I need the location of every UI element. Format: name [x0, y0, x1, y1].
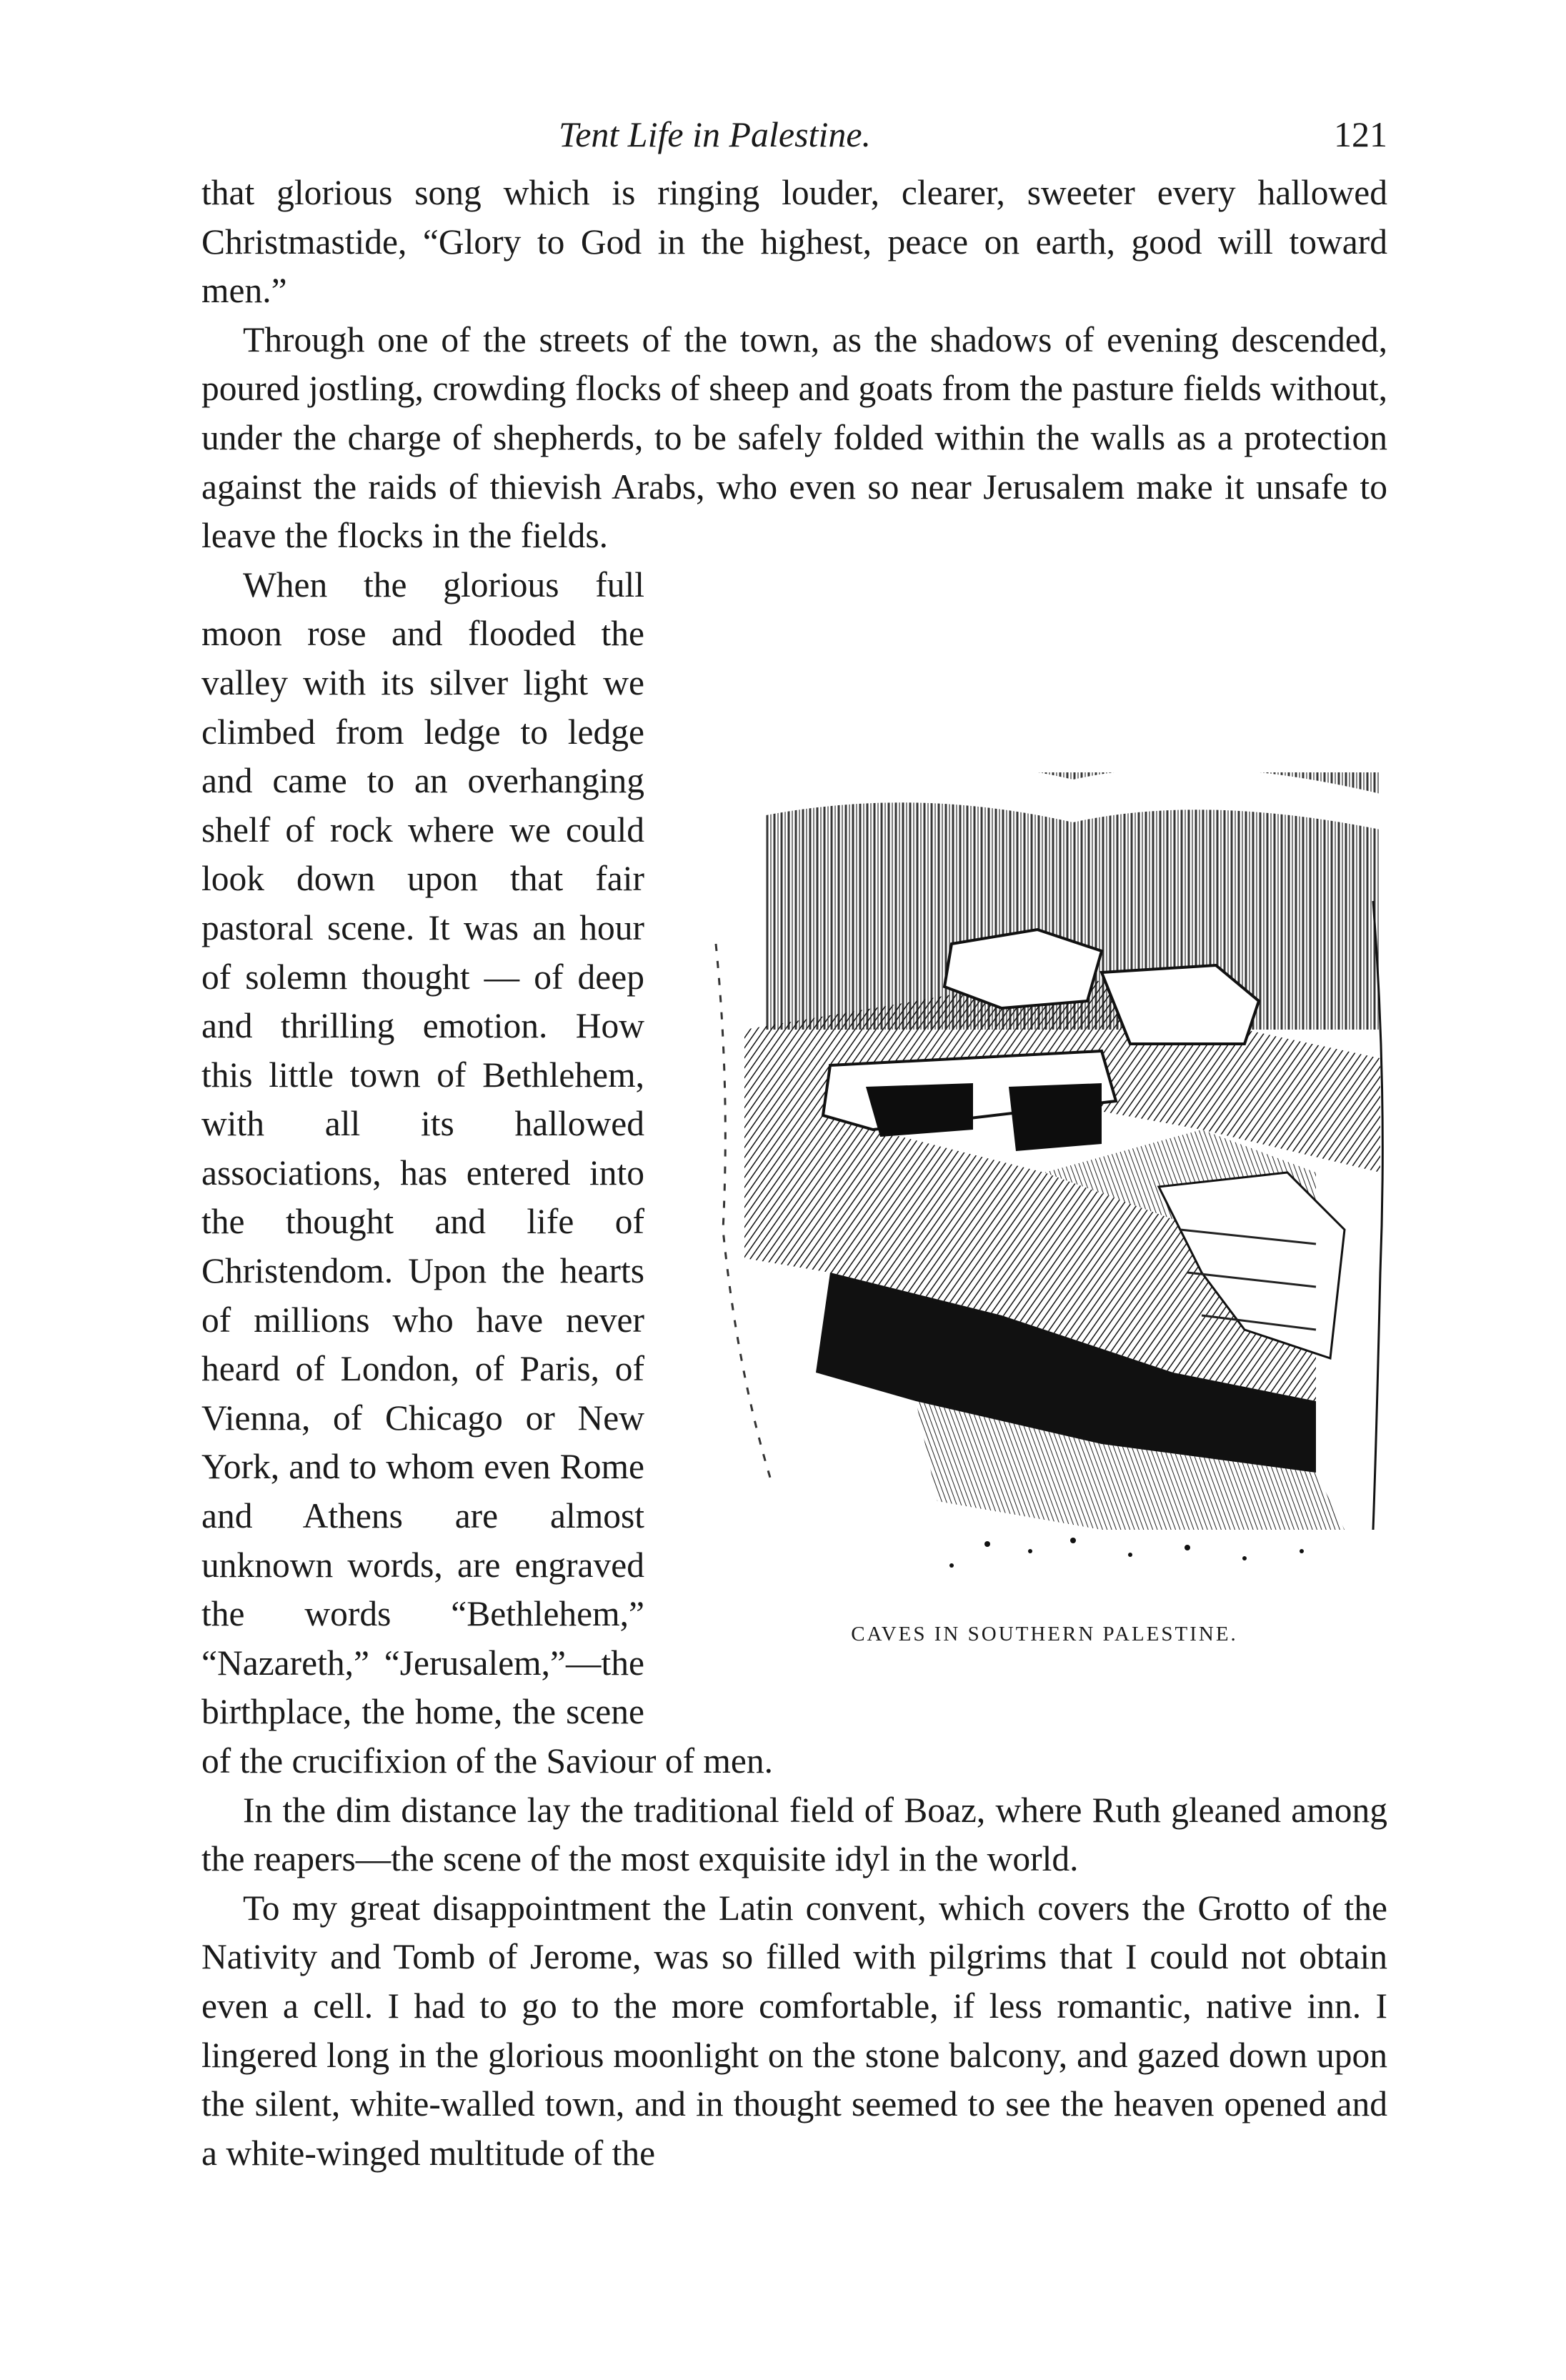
figure — [673, 730, 1387, 1691]
cave-engraving-illustration — [702, 730, 1387, 1587]
paragraph: When the glorious full moon rose and flooded the valley with its silver light we climbed from ledge to ledge and came to an overhanging shelf of rock where we could look down upon that fair pastoral scene. It was an hour of solemn thought — of deep and thrilling emotion. How this little town of Bethlehem, with all its hallowed associations, has entered into the thought and life of Christendom. Upon the hearts of millions who have never heard of London, of Paris, of Vienna, of Chicago or New York, and to whom even Rome and Athens are almost unknown words, are engraved the words “Bethlehem,” “Nazareth,” “Jerusalem,”—the birthplace, the home, the scene of the crucifixion of the Saviour of men. — [201, 564, 774, 1781]
paragraph: Through one of the streets of the town, as the shadows of evening descended, poured jostling, crowding flocks of sheep and goats from the pasture fields without, under the charge of shepherds, to be safely folded within the walls as a protection against the raids of thievish Arabs, who even so near Jerusalem make it unsafe to leave the flocks in the fields. — [201, 319, 1387, 556]
book-page — [201, 100, 1387, 2344]
paragraph-continued: that glorious song which is ringing louder, clearer, sweeter every hallowed Christmastide, “Glory to God in the highest, peace on earth, good will toward men.” — [201, 173, 1387, 311]
running-head — [201, 100, 1387, 169]
running-title: Tent Life in Palestine. — [559, 114, 872, 154]
paragraph: In the dim distance lay the traditional field of Boaz, where Ruth gleaned among the reapers—the scene of the most exquisite idyl in the world. — [201, 1790, 1387, 1879]
figure-caption: CAVES IN SOUTHERN PALESTINE. — [851, 1622, 1238, 1645]
paragraph: To my great disappointment the Latin convent, which covers the Grotto of the Nativity and Tomb of Jerome, was so filled with pilgrims that I could not obtain even a cell. I had to go to the more comfortable, if less romantic, native inn. I lingered long in the glorious moonlight on the stone balcony, and gazed down upon the silent, white-walled town, and in thought seemed to see the heaven opened and a white-winged multitude of the — [201, 1888, 1387, 2173]
body-text — [201, 169, 1387, 2178]
page-number: 121 — [1334, 114, 1387, 154]
